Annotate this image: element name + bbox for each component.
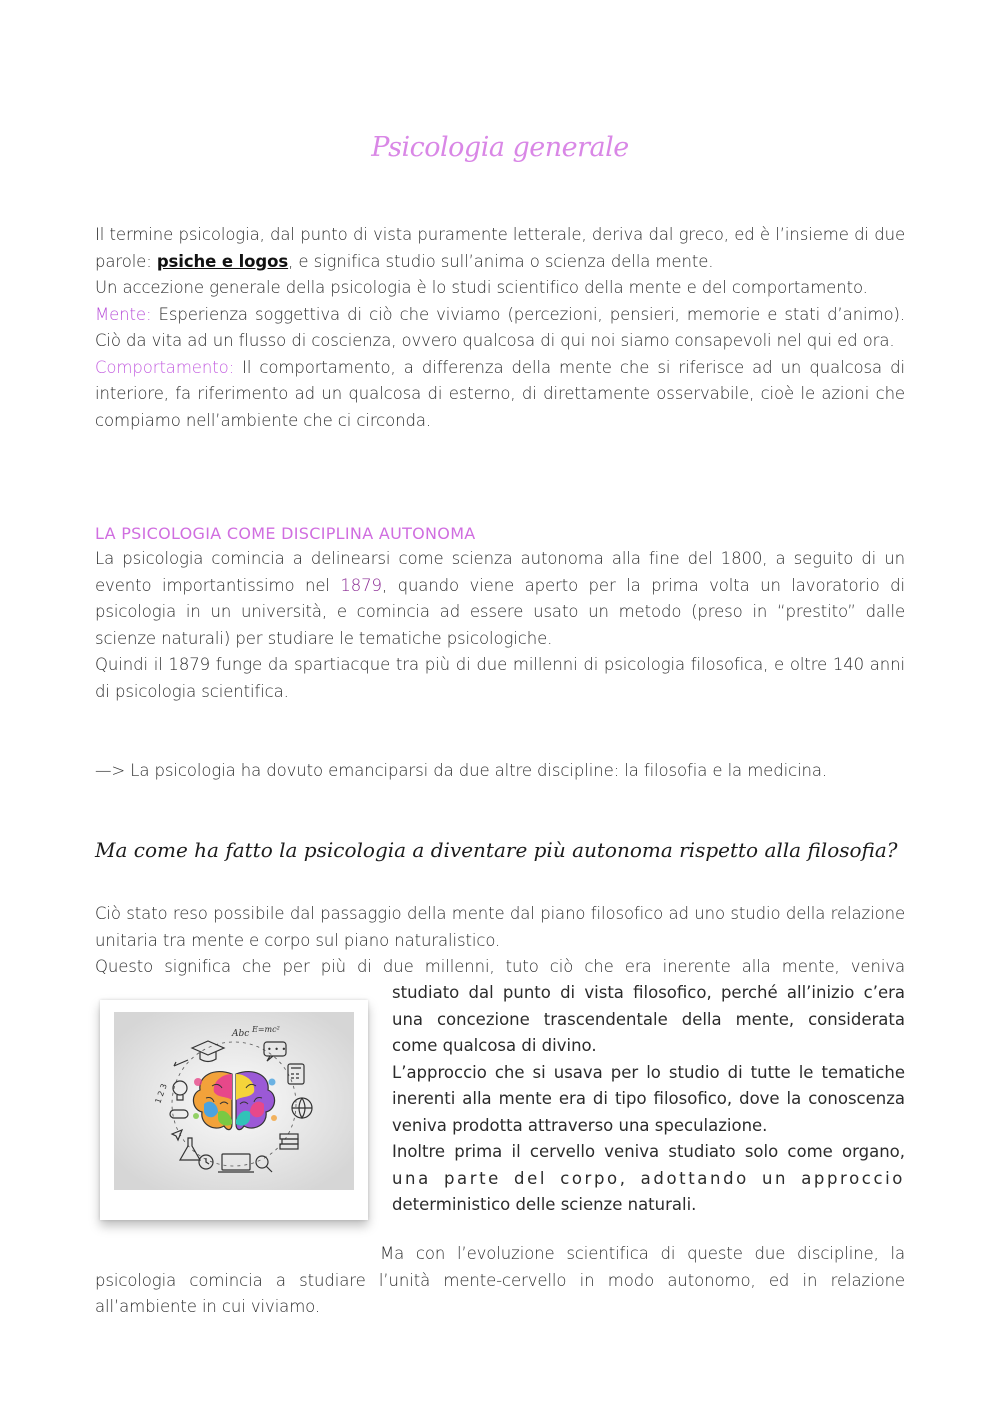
section2-paragraph-5-first: Ma con l’evoluzione scientifica di queste due discipline, la <box>380 1244 905 1263</box>
year-highlight: 1879 <box>340 575 382 595</box>
section2-paragraph-1: Ciò stato reso possibile dal passaggio della mente dal piano filosofico ad uno studio della relazione unitaria tra mente e corpo sul piano naturalistico. <box>95 904 905 950</box>
intro-text-a: Il termine psicologia, dal punto di vista puramente letterale, deriva dal greco, ed è l’insieme di due parole: <box>95 225 905 271</box>
page-title: Psicologia generale <box>371 132 629 163</box>
brain-photo <box>114 1012 354 1190</box>
section2-final <box>95 1241 905 1321</box>
doodle-formula-text: E=mc² <box>252 1025 280 1034</box>
mente-definition <box>95 302 905 355</box>
mente-label: Mente: <box>95 304 152 324</box>
section-heading: LA PSICOLOGIA COME DISCIPLINA AUTONOMA <box>95 524 476 543</box>
section2-block <box>95 901 905 981</box>
comportamento-definition <box>95 355 905 435</box>
comportamento-label: Comportamento: <box>95 357 235 377</box>
psiche-logos-emphasis: psiche e logos <box>156 251 289 271</box>
doodle-chat-text: • • • <box>267 1045 287 1054</box>
mente-text: Esperienza soggettiva di ciò che viviamo (percezioni, pensieri, memorie e stati d’animo). Ciò da vita ad un flusso di coscienza, ovvero qualcosa di qui noi siamo consapevoli nel qui ed ora. <box>95 304 905 350</box>
section2-paragraph-5-rest: psicologia comincia a studiare l’unità mente-cervello in modo autonomo, ed in relazione all’ambiente in cui viviamo. <box>95 1270 905 1316</box>
intro-text-b: , e significa studio sull’anima o scienza della mente. <box>288 251 714 271</box>
arrow-note: —> La psicologia ha dovuto emanciparsi da due altre discipline: la filosofia e la medicina. <box>95 761 828 780</box>
section1-block <box>95 546 905 705</box>
section2-paragraph-2-rest: studiato dal punto di vista filosofico, perché all’inizio c’era una concezione trascendentale della mente, considerata come qualcosa di divino. <box>392 983 905 1055</box>
section2-paragraph-2-first-line: Questo significa che per più di due millenni, tuto ciò che era inerente alla mente, veniva <box>95 957 905 976</box>
intro-paragraph-2: Un accezione generale della psicologia è lo studi scientifico della mente e del comportamento. <box>95 278 868 297</box>
section1-paragraph-1 <box>95 546 905 652</box>
section2-paragraph-4-b: una parte del corpo, adottando un approccio <box>392 1168 905 1188</box>
intro-paragraph-1 <box>95 222 905 275</box>
doodle-abc-text: Abc <box>232 1029 250 1039</box>
section1-text-b: , quando viene aperto per la prima volta un lavoratorio di psicologia in un università, e comincia ad essere usato un metodo (preso in “prestito” dalle scienze naturali) per studiare le tematiche psicologiche. <box>95 575 905 648</box>
section1-text-a: La psicologia comincia a delinearsi come scienza autonoma alla fine del 1800, a seguito di un evento importantissimo nel <box>95 549 905 595</box>
brain-illustration-icon <box>114 1012 354 1190</box>
section1-paragraph-2: Quindi il 1879 funge da spartiacque tra più di due millenni di psicologia filosofica, e oltre 140 anni di psicologia scientifica. <box>95 655 905 701</box>
comportamento-text: Il comportamento, a differenza della mente che si riferisce ad un qualcosa di interiore, fa riferimento ad un qualcosa di esterno, di direttamente osservabile, cioè le azioni che compiamo nell’ambiente che ci circonda. <box>95 357 905 430</box>
section2-paragraph-4-c: deterministico delle scienze naturali. <box>392 1195 697 1214</box>
section2-paragraph-3: L’approccio che si usava per lo studio di tutte le tematiche inerenti alla mente era di tipo filosofico, dove la conoscenza veniva prodotta attraverso una speculazione. <box>392 1062 905 1135</box>
right-column-text <box>392 980 905 1219</box>
doodle-numbers-text: 1 2 3 <box>153 1082 169 1105</box>
brain-photo-frame <box>100 1000 368 1220</box>
section-question: Ma come ha fatto la psicologia a diventare più autonoma rispetto alla filosofia? <box>95 838 898 862</box>
intro-block <box>95 222 905 434</box>
section2-paragraph-4-a: Inoltre prima il cervello veniva studiato solo come organo, <box>392 1142 905 1161</box>
